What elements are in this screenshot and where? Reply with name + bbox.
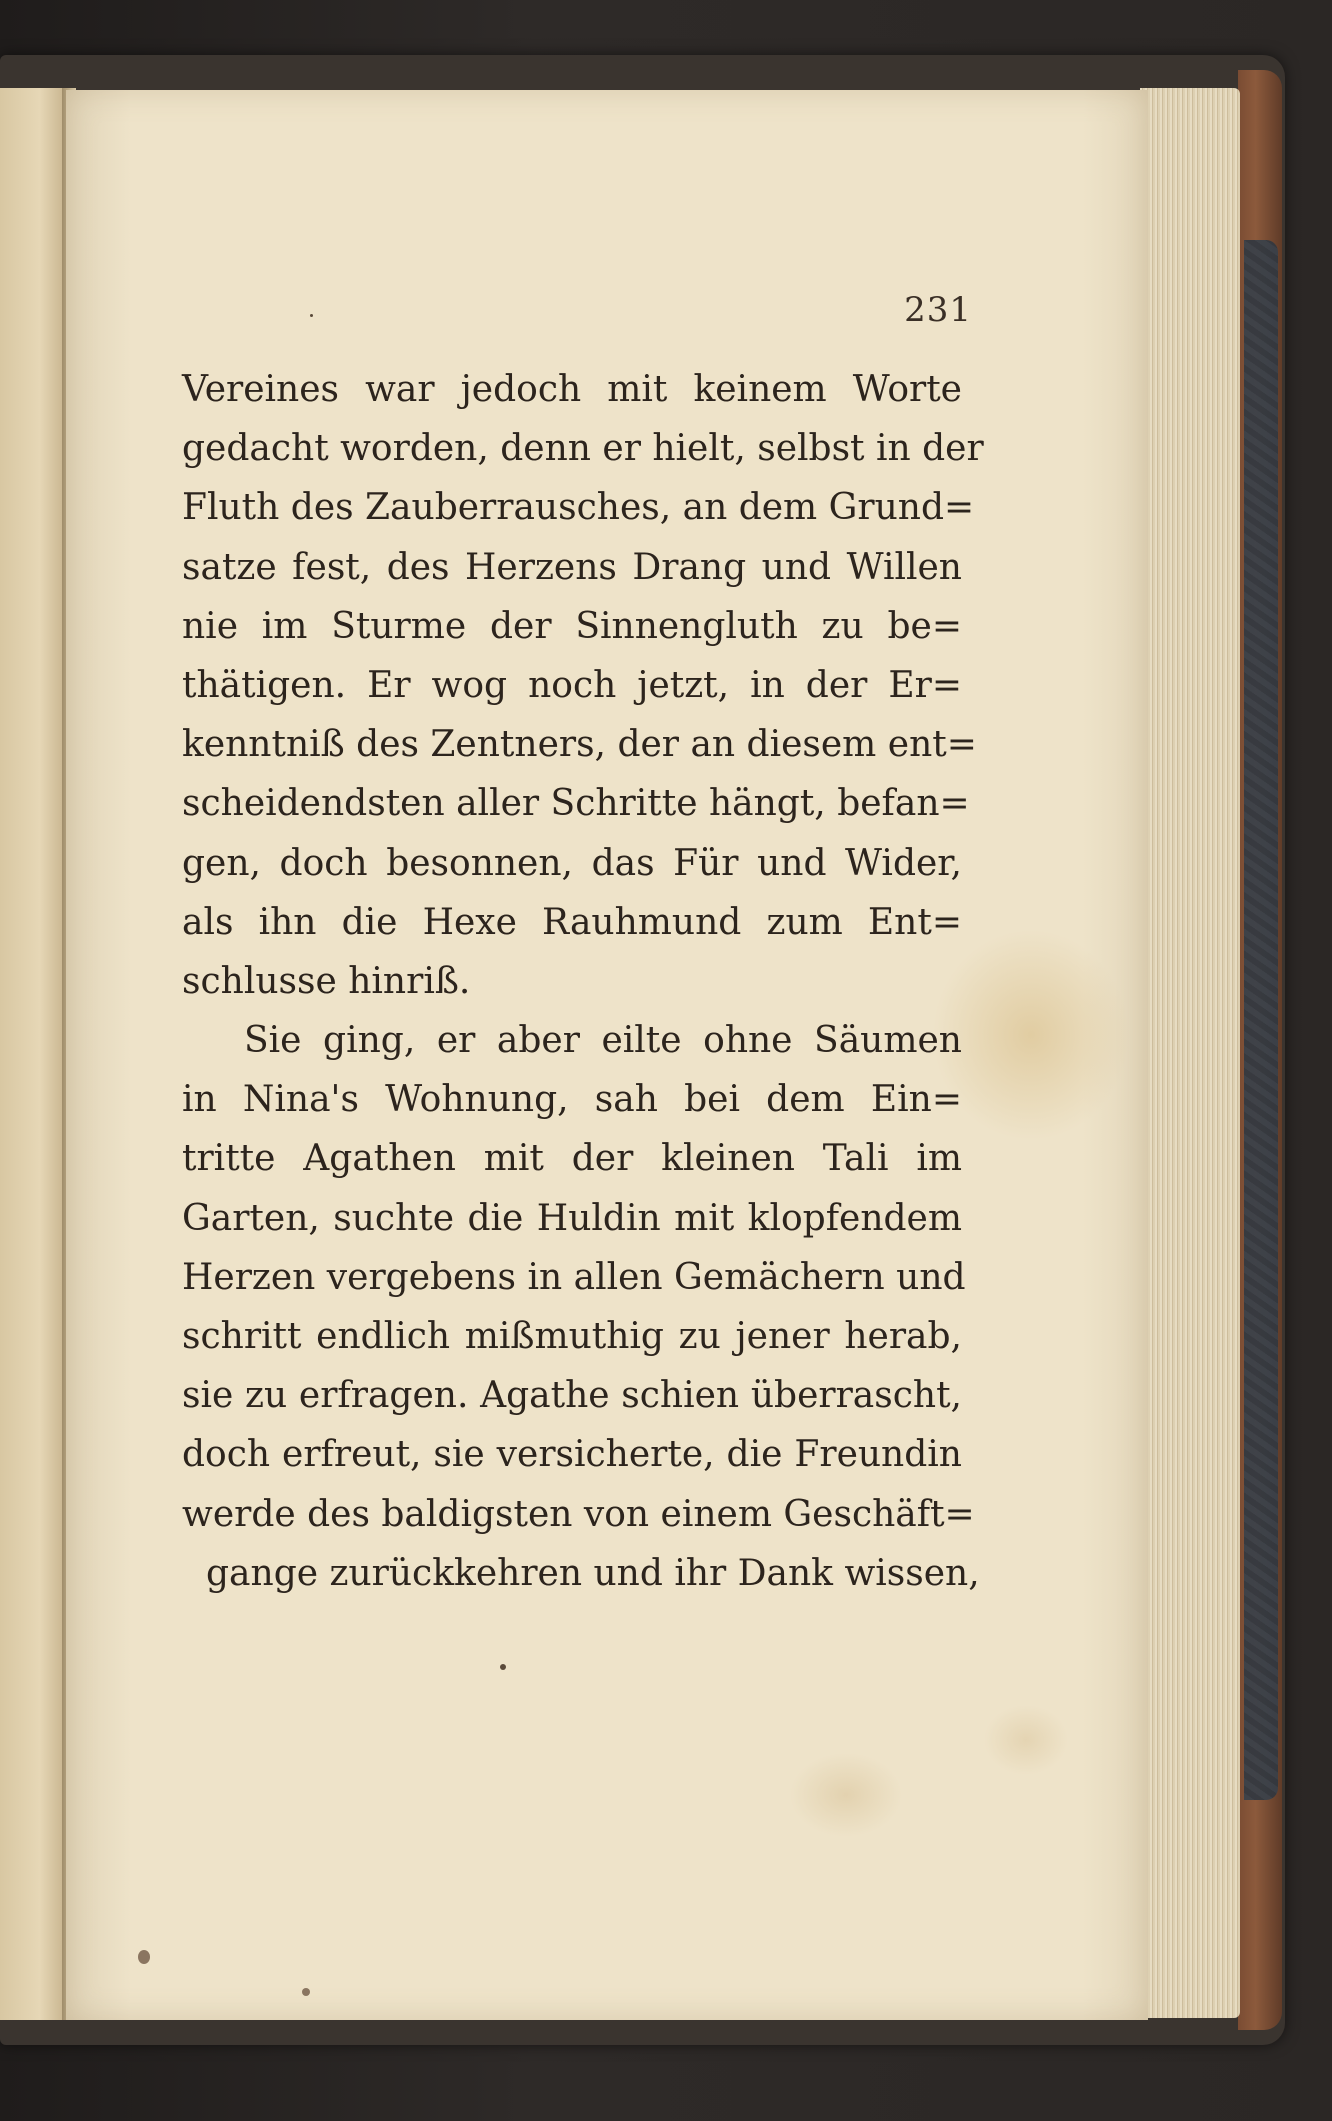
text-line: gen, doch besonnen, das Für und Wider, [182, 842, 962, 884]
page-stack-edge [1140, 88, 1240, 2018]
text-line: Garten, suchte die Huldin mit klopfendem [182, 1197, 962, 1239]
text-line: scheidendsten aller Schritte hängt, befan= [182, 783, 970, 825]
text-line: schritt endlich mißmuthig zu jener herab, [182, 1316, 962, 1357]
text-line: thätigen. Er wog noch jetzt, in der Er= [182, 664, 962, 706]
text-line: als ihn die Hexe Rauhmund zum Ent= [182, 901, 962, 943]
book-cover-cloth [1244, 240, 1278, 1800]
page-number: 231 [904, 290, 972, 330]
text-line: Herzen vergebens in allen Gemächern und [182, 1256, 966, 1298]
paper-speck [500, 1664, 506, 1670]
text-line: gange zurückkehren und ihr Dank wissen, [206, 1552, 980, 1594]
text-line: sie zu erfragen. Agathe schien überrascht, [182, 1375, 962, 1417]
text-line: nie im Sturme der Sinnengluth zu be= [182, 605, 962, 647]
text-line: schlusse hinriß. [182, 960, 471, 1002]
previous-page-edge [0, 88, 68, 2020]
paper-speck [310, 314, 313, 317]
text-line: Sie ging, er aber eilte ohne Säumen [244, 1020, 962, 1062]
text-line: satze fest, des Herzens Drang und Willen [182, 546, 962, 588]
text-line: Fluth des Zauberrausches, an dem Grund= [182, 487, 975, 529]
text-line: werde des baldigsten von einem Geschäft= [182, 1493, 975, 1535]
text-line: in Nina's Wohnung, sah bei dem Ein= [182, 1079, 962, 1121]
text-line: Vereines war jedoch mit keinem Worte [182, 369, 962, 410]
text-line: doch erfreut, sie versicherte, die Freundin [182, 1434, 962, 1476]
text-line: kenntniß des Zentners, der an diesem ent= [182, 724, 977, 766]
paper-speck [138, 1950, 150, 1964]
text-line: gedacht worden, denn er hielt, selbst in der [182, 428, 984, 470]
book-page [66, 90, 1148, 2020]
text-line: tritte Agathen mit der kleinen Tali im [182, 1138, 962, 1180]
body-text [182, 360, 984, 1603]
paper-speck [302, 1988, 310, 1996]
